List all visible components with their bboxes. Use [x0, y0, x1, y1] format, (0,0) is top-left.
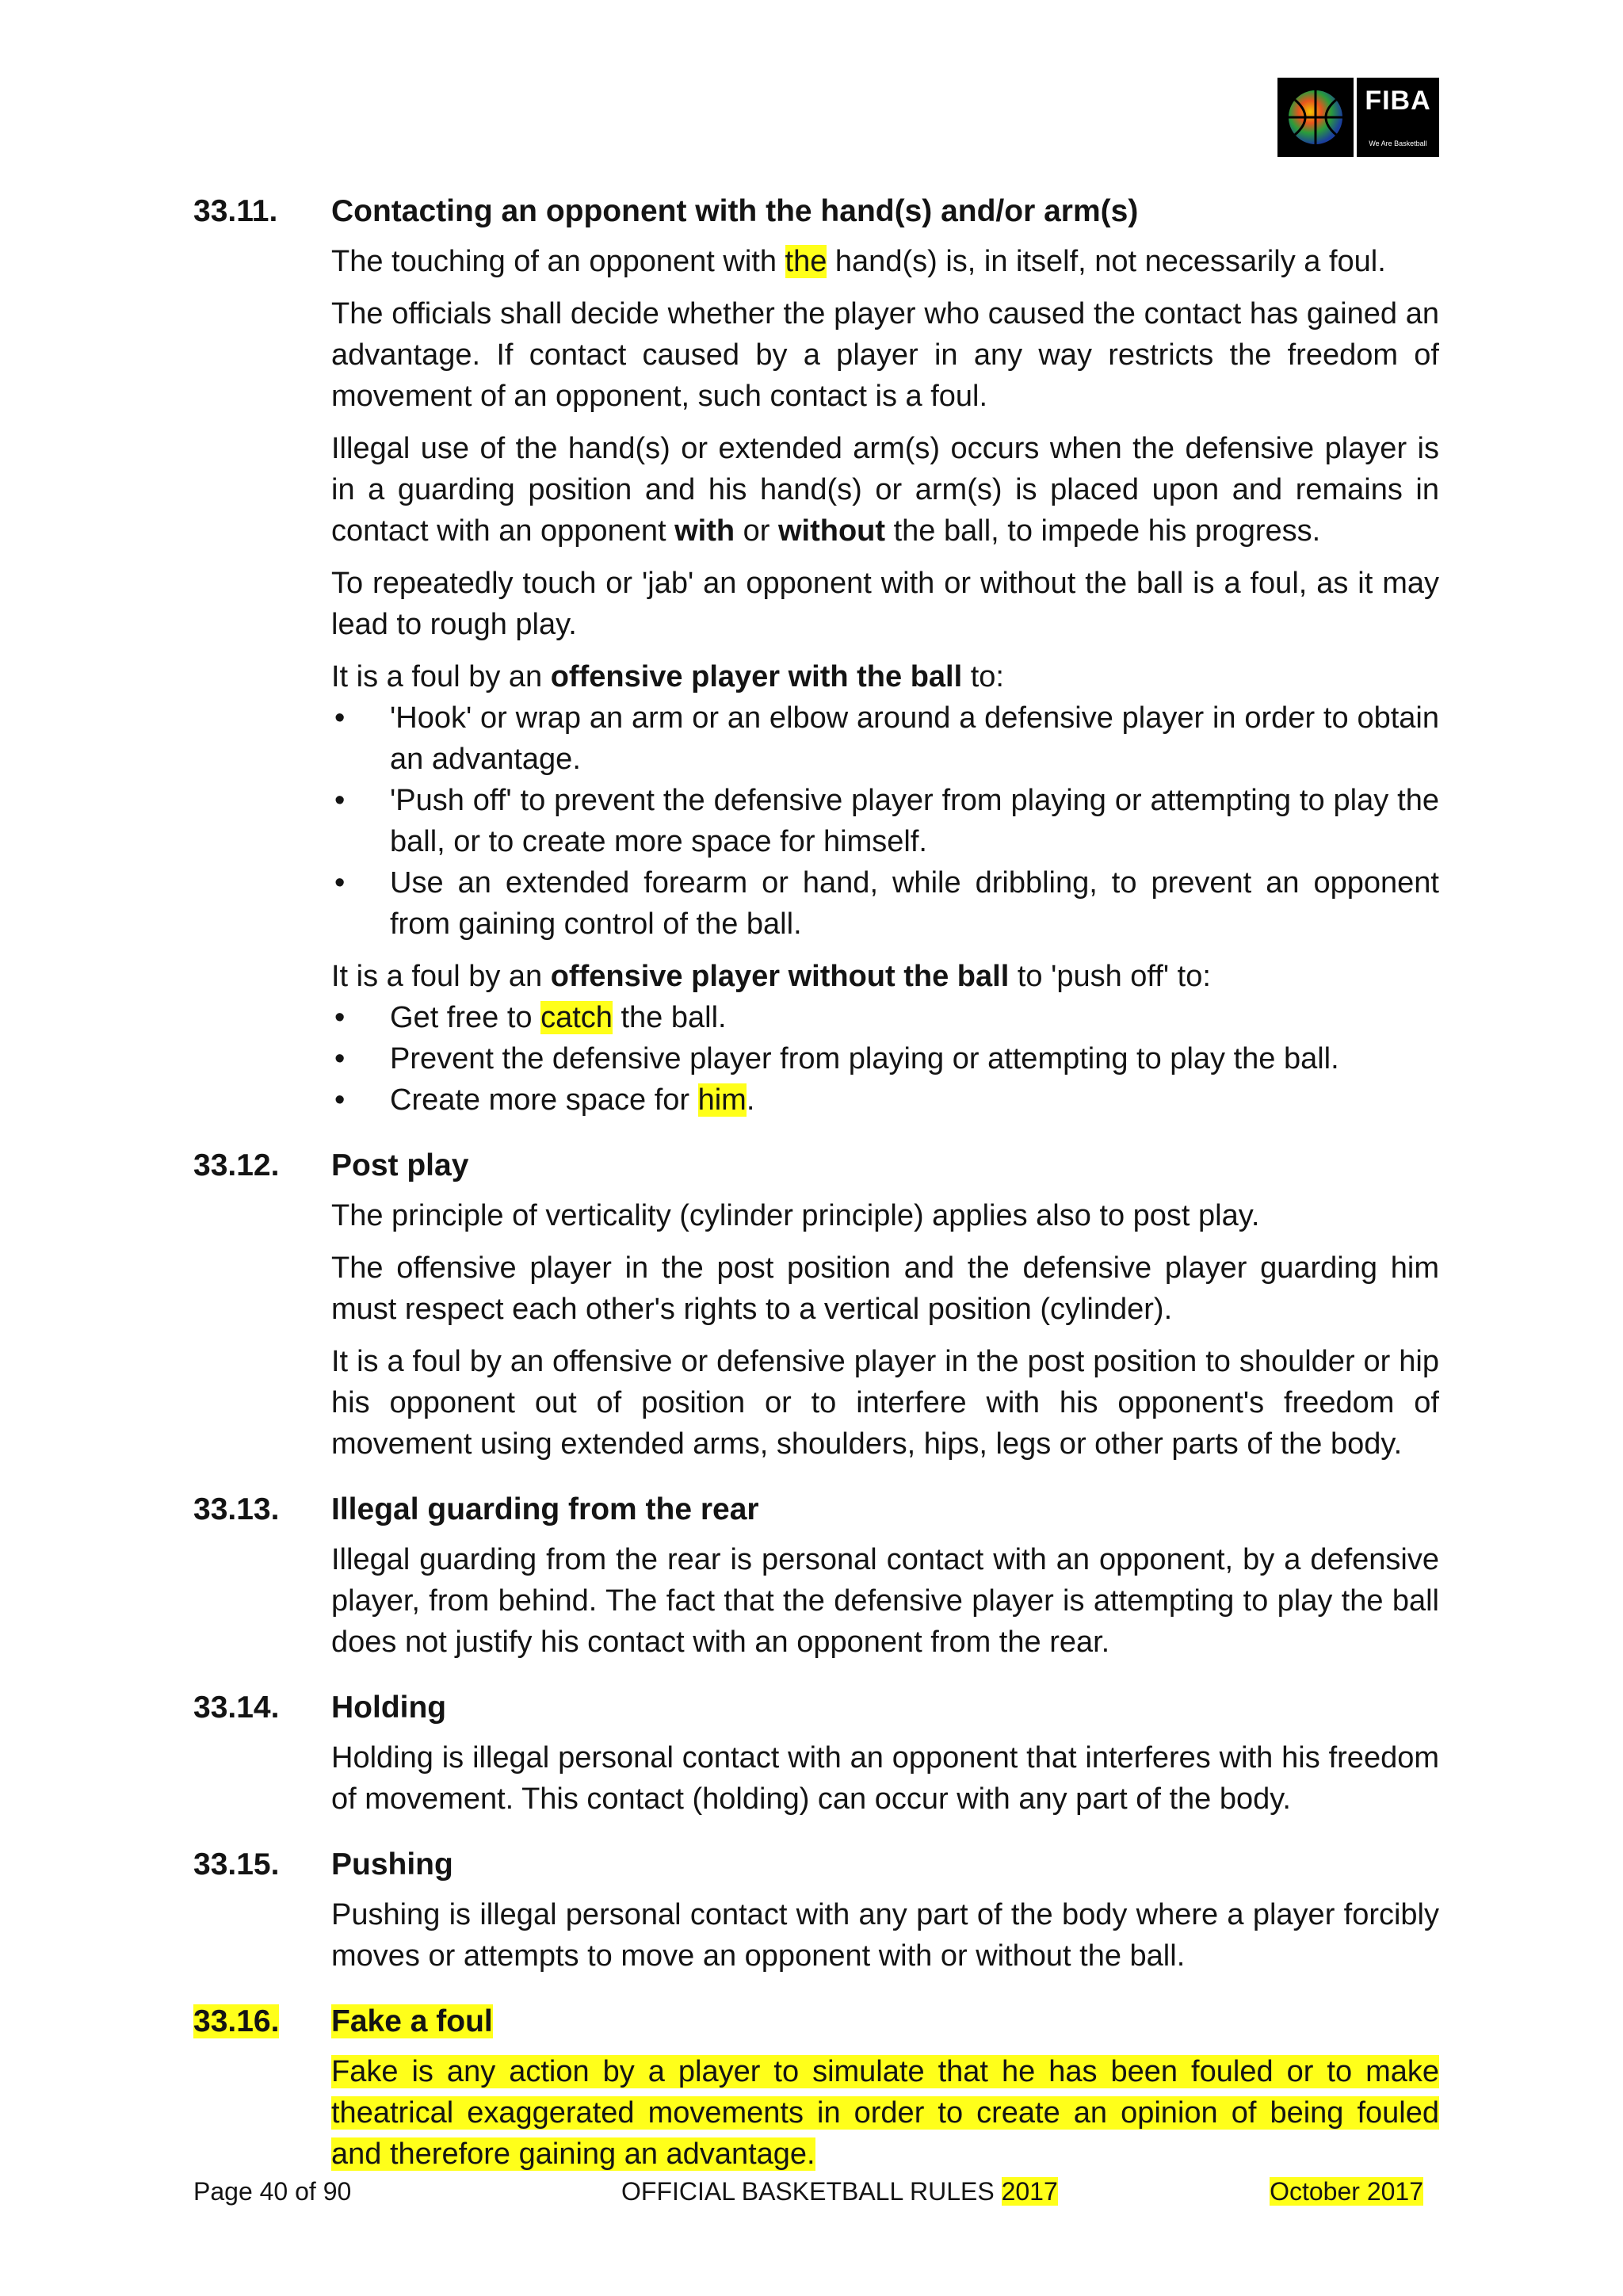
section-33-11	[193, 190, 1439, 1121]
paragraph: The principle of verticality (cylinder principle) applies also to post play.	[331, 1199, 1260, 1232]
bullet-list	[331, 997, 1439, 1121]
section-number: 33.13.	[193, 1492, 280, 1526]
section-number: 33.12.	[193, 1148, 280, 1182]
list-item: • Create more space for him.	[331, 1079, 1439, 1121]
page-number: Page 40 of 90	[193, 2177, 352, 2206]
section-heading	[193, 1687, 1439, 1729]
section-heading	[193, 190, 1439, 233]
logo-wordmark: FIBA	[1365, 86, 1431, 116]
paragraph: The officials shall decide whether the player who caused the contact has gained an advantage. If contact caused by a player in any way restricts the freedom of movement of an opponent, such contact is a foul.	[331, 297, 1439, 413]
bullet-list	[331, 697, 1439, 945]
section-heading	[193, 1144, 1439, 1187]
highlighted-text: the	[785, 245, 827, 278]
list-item: • 'Hook' or wrap an arm or an elbow around a defensive player in order to obtain an advantage.	[331, 697, 1439, 780]
paragraph: It is a foul by an offensive player without the ball to 'push off' to:	[331, 960, 1211, 993]
list-item: • Get free to catch the ball.	[331, 997, 1439, 1038]
section-heading	[193, 1488, 1439, 1531]
rules-content	[193, 190, 1439, 2186]
paragraph: Pushing is illegal personal contact with any part of the body where a player forcibly moves or attempts to move an opponent with or without the ball.	[331, 1898, 1439, 1973]
section-title: Contacting an opponent with the hand(s) and/or arm(s)	[331, 194, 1139, 228]
paragraph: It is a foul by an offensive or defensive player in the post position to shoulder or hip his opponent out of position or to interfere with his opponent's freedom of movement using extended arms, shoulders, hips, legs or other parts of the body.	[331, 1345, 1439, 1461]
section-heading	[193, 1843, 1439, 1886]
paragraph	[331, 2051, 1439, 2175]
section-title: Fake a foul	[331, 2004, 493, 2038]
section-number: 33.16.	[193, 2004, 280, 2038]
section-33-16	[193, 2000, 1439, 2175]
section-number: 33.14.	[193, 1690, 280, 1725]
paragraph: To repeatedly touch or 'jab' an opponent with or without the ball is a foul, as it may lead to rough play.	[331, 567, 1439, 641]
paragraph: The offensive player in the post position and the defensive player guarding him must respect each other's rights to a vertical position (cylinder).	[331, 1251, 1439, 1326]
section-title: Holding	[331, 1690, 447, 1725]
paragraph: It is a foul by an offensive player with the ball to:	[331, 660, 1004, 693]
section-title: Illegal guarding from the rear	[331, 1492, 759, 1526]
section-title: Pushing	[331, 1847, 453, 1881]
list-item: • 'Push off' to prevent the defensive player from playing or attempting to play the ball, or to create more space for himself.	[331, 780, 1439, 862]
section-number: 33.15.	[193, 1847, 280, 1881]
fiba-logo	[1277, 78, 1439, 157]
list-item: • Use an extended forearm or hand, while dribbling, to prevent an opponent from gaining control of the ball.	[331, 862, 1439, 945]
list-item: • Prevent the defensive player from playing or attempting to play the ball.	[331, 1038, 1439, 1079]
paragraph: Illegal use of the hand(s) or extended arm(s) occurs when the defensive player is in a guarding position and his hand(s) or arm(s) is placed upon and remains in contact with an opponent with or without the ball, to impede his progress.	[331, 432, 1439, 548]
paragraph: Illegal guarding from the rear is personal contact with an opponent, by a defensive player, from behind. The fact that the defensive player is attempting to play the ball does not justify his contact with an opponent from the rear.	[331, 1543, 1439, 1659]
logo-tagline: We Are Basketball	[1369, 139, 1427, 147]
highlighted-text: catch	[540, 1001, 613, 1034]
paragraph: The touching of an opponent with the hand(s) is, in itself, not necessarily a foul.	[331, 245, 1386, 278]
highlighted-text: Fake is any action by a player to simulate that he has been fouled or to make theatrical exaggerated movements in order to create an opinion of being fouled and therefore gaining an advantage.	[331, 2055, 1439, 2171]
section-33-13	[193, 1488, 1439, 1663]
highlighted-text: 2017	[1001, 2177, 1058, 2206]
footer-date: October 2017	[1270, 2177, 1423, 2206]
section-33-12	[193, 1144, 1439, 1465]
section-number: 33.11.	[193, 194, 278, 228]
paragraph: Holding is illegal personal contact with an opponent that interferes with his freedom of movement. This contact (holding) can occur with any part of the body.	[331, 1741, 1439, 1816]
section-33-14	[193, 1687, 1439, 1820]
footer-title: OFFICIAL BASKETBALL RULES 2017	[621, 2177, 1058, 2206]
highlighted-text: him	[697, 1083, 747, 1117]
basketball-logo-icon	[1277, 78, 1354, 157]
page-footer	[193, 2172, 1439, 2211]
section-heading	[193, 2000, 1439, 2043]
section-title: Post play	[331, 1148, 469, 1182]
section-33-15	[193, 1843, 1439, 1977]
